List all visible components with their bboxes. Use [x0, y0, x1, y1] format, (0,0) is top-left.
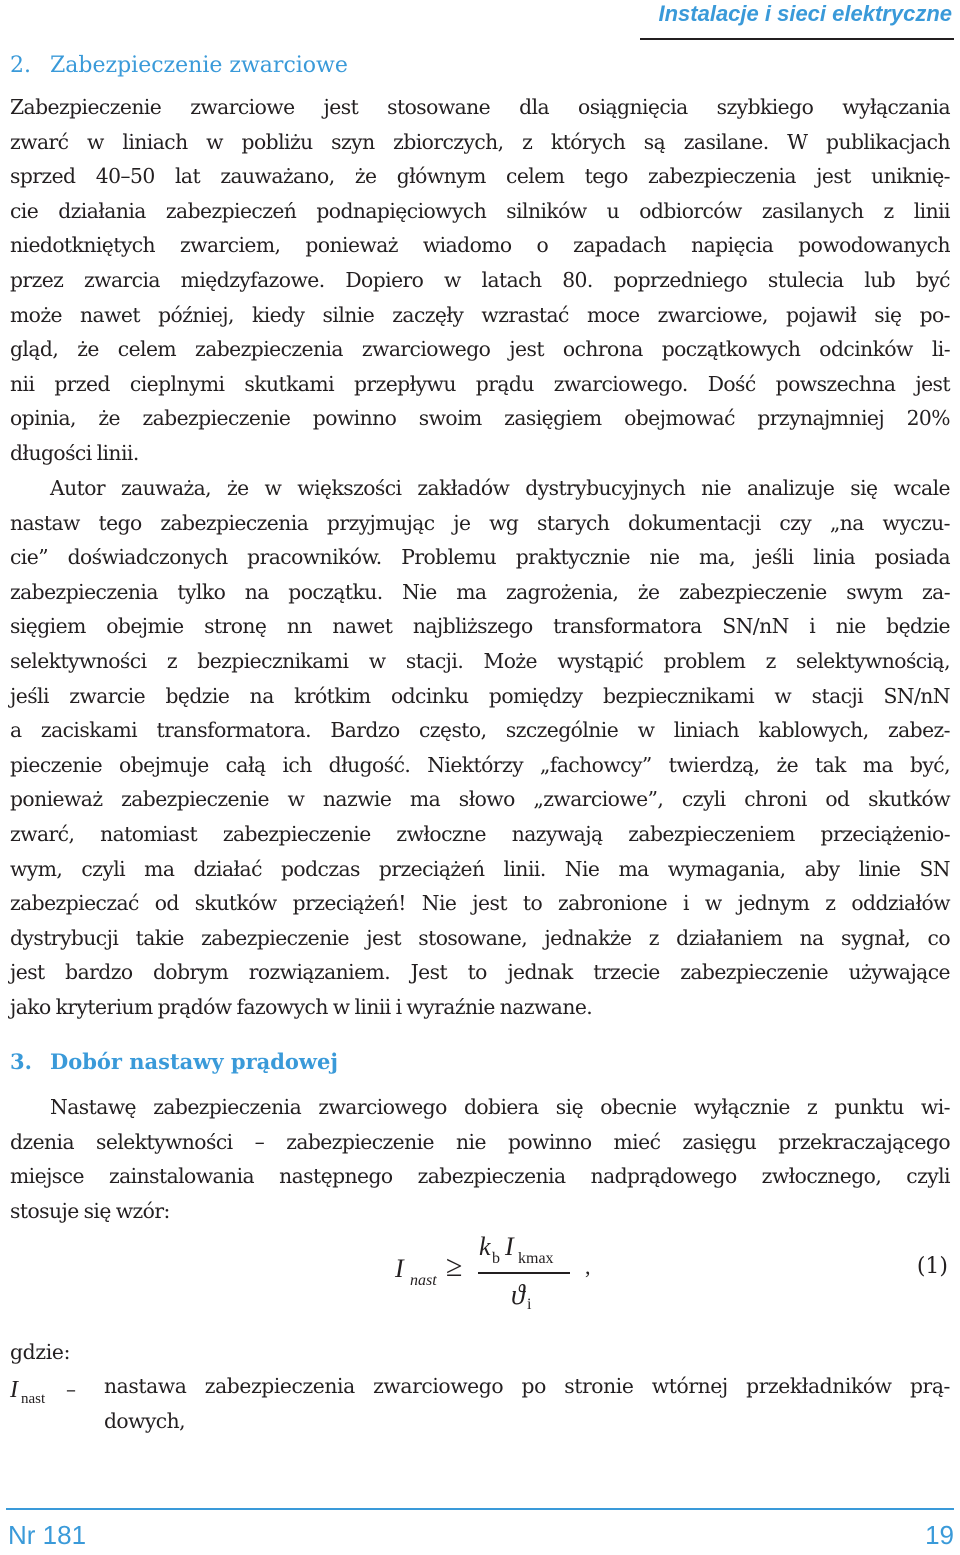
text-line: przez zwarcia międzyfazowe. Dopiero w latach 80. poprzedniego stulecia lub być — [10, 267, 950, 292]
fraction-bar — [478, 1272, 570, 1274]
text-line: stosuje się wzór: — [10, 1198, 170, 1223]
where-label: gdzie: — [10, 1340, 71, 1364]
section-3-title: Dobór nastawy prądowej — [50, 1049, 338, 1074]
definition-symbol: I — [10, 1377, 18, 1403]
text-line: Autor zauważa, że w większości zakładów dystrybucyjnych nie analizuje się wcale — [50, 476, 950, 500]
formula-lhs: I — [395, 1254, 404, 1283]
text-line: jeśli zwarcie będzie na krótkim odcinku pomiędzy bezpiecznikami w stacji SN/nN — [10, 683, 950, 708]
text-line: opinia, że zabezpieczenie powinno swoim zasięgiem obejmować przynajmniej 20% — [10, 406, 950, 431]
text-line: nastaw tego zabezpieczenia przyjmując je wg starych dokumentacji czy „na wyczu- — [10, 510, 950, 535]
equation-number: (1) — [916, 1254, 948, 1279]
text-line: niedotkniętych zwarciem, ponieważ wiadomo o zapadach napięcia powodowanych — [10, 233, 950, 258]
text-line: a zaciskami transformatora. Bardzo często, szczególnie w liniach kablowych, zabez- — [10, 718, 950, 743]
text-line: dzenia selektywności – zabezpieczenie nie powinno mieć zasięgu przekraczającego — [10, 1129, 950, 1154]
section-2-title: Zabezpieczenie zwarciowe — [50, 53, 348, 78]
text-line: jako kryterium prądów fazowych w linii i wyraźnie nazwane. — [10, 994, 593, 1019]
definition-text — [104, 1369, 950, 1438]
definition-dash: – — [66, 1377, 76, 1401]
text-line: długości linii. — [10, 440, 139, 465]
text-line: ponieważ zabezpieczenie w nazwie ma słowo „zwarciowe”, czyli chroni od skutków — [10, 787, 950, 812]
section-2-number: 2. — [10, 53, 31, 78]
formula-numerator-i-subscript: kmax — [518, 1250, 554, 1267]
section-2-paragraph-2 — [10, 471, 950, 1025]
text-line: nii przed cieplnymi skutkami przepływu prądu zwarciowego. Dość powszechna jest — [10, 371, 950, 396]
footer-divider — [6, 1508, 954, 1510]
formula-denominator-subscript: i — [527, 1296, 532, 1313]
text-line: miejsce zainstalowania następnego zabezpieczenia nadprądowego zwłocznego, czyli — [10, 1164, 950, 1189]
section-3-heading — [10, 1048, 338, 1076]
page-number: 19 — [925, 1520, 954, 1550]
text-line: zwarć w liniach w pobliżu szyn zbiorczych, z których są zasilane. W publikacjach — [10, 129, 950, 154]
text-line: sprzed 40–50 lat zauważano, że głównym celem tego zabezpieczenia jest uniknię- — [10, 164, 950, 189]
formula-numerator-k: k — [479, 1232, 491, 1261]
text-line: jest bardzo dobrym rozwiązaniem. Jest to jednak trzecie zabezpieczenie używające — [10, 960, 950, 985]
page-footer — [0, 1508, 960, 1555]
formula-numerator-i: I — [505, 1232, 514, 1261]
formula-trailing-comma: , — [585, 1254, 591, 1279]
text-line: dystrybucji takie zabezpieczenie jest stosowane, jednakże z działaniem na sygnał, co — [10, 925, 950, 950]
section-2-paragraph-1 — [10, 90, 950, 471]
text-line: może nawet później, kiedy silnie zaczęły wzrastać moce zwarciowe, pojawił się po- — [10, 302, 950, 327]
formula-relation: ≥ — [446, 1250, 463, 1283]
section-2-heading — [10, 52, 348, 80]
text-line: zabezpieczenia tylko na początku. Nie ma zagrożenia, że zabezpieczenie swym za- — [10, 579, 950, 604]
text-line: Nastawę zabezpieczenia zwarciowego dobiera się obecnie wyłącznie z punktu wi- — [50, 1095, 950, 1119]
text-line: cie” doświadczonych pracowników. Problemu praktycznie nie ma, jeśli linia posiada — [10, 545, 950, 570]
formula-denominator: ϑ — [511, 1280, 525, 1311]
text-line: sięgiem obejmie stronę nn nawet najbliższego transformatora SN/nN i nie będzie — [10, 614, 950, 639]
header-divider — [640, 38, 954, 40]
text-line: pieczenie obejmuje całą ich długość. Niektórzy „fachowcy” twierdzą, że tak ma być, — [10, 752, 950, 777]
text-line: dowych, — [104, 1408, 186, 1433]
issue-number: Nr 181 — [8, 1520, 87, 1550]
text-line: selektywności z bezpiecznikami w stacji. Może wystąpić problem z selektywnością, — [10, 648, 950, 673]
section-3-paragraph-1 — [10, 1090, 950, 1228]
formula-lhs-subscript: nast — [410, 1272, 437, 1289]
definition-symbol-subscript: nast — [21, 1391, 46, 1407]
text-line: zwarć, natomiast zabezpieczenie zwłoczne nazywają zabezpieczeniem przeciążenio- — [10, 821, 950, 846]
section-3-number: 3. — [10, 1049, 32, 1074]
equation-1 — [0, 1228, 960, 1328]
text-line: gląd, że celem zabezpieczenia zwarciowego jest ochrona początkowych odcinków li- — [10, 337, 950, 362]
text-line: cie działania zabezpieczeń podnapięciowych silników u odbiorców zasilanych z linii — [10, 198, 950, 223]
text-line: Zabezpieczenie zwarciowe jest stosowane dla osiągnięcia szybkiego wyłączania — [10, 95, 950, 119]
text-line: wym, czyli ma działać podczas przeciążeń linii. Nie ma wymagania, aby linie SN — [10, 856, 950, 881]
journal-section-title: Instalacje i sieci elektryczne — [658, 1, 952, 26]
text-line: nastawa zabezpieczenia zwarciowego po stronie wtórnej przekładników prą- — [104, 1374, 950, 1398]
text-line: zabezpieczać od skutków przeciążeń! Nie jest to zabronione i w jednym z oddziałów — [10, 891, 950, 916]
formula-numerator-k-subscript: b — [492, 1250, 500, 1267]
